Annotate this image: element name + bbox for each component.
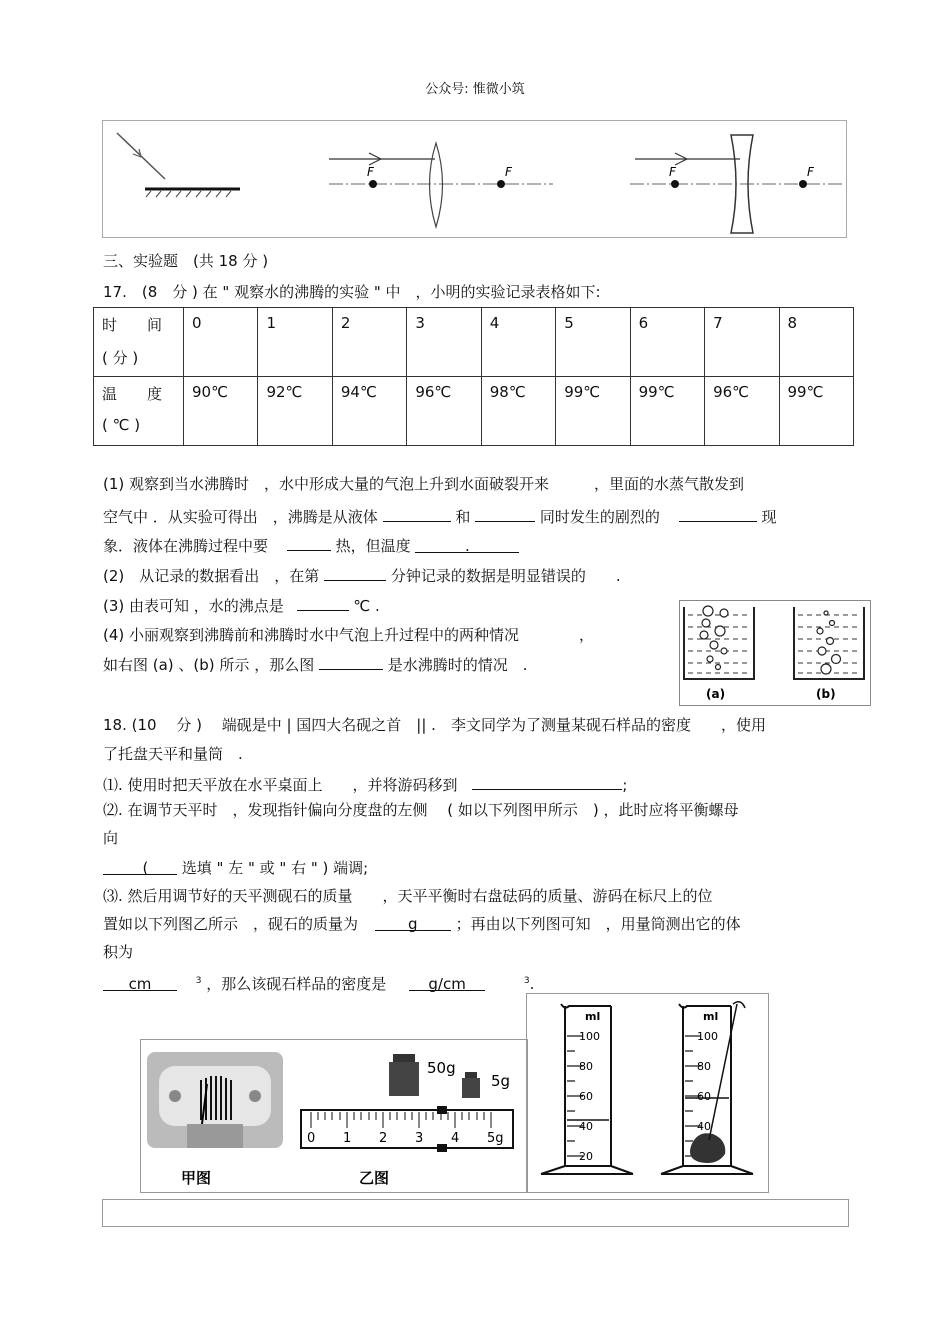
table-cell: 3 [407, 308, 481, 377]
q17-p4-line2 [103, 653, 528, 675]
unit: g/cm [428, 975, 466, 993]
q17-intro: 17. (8 分 ) 在 " 观察水的沸腾的实验 " 中 ，小明的实验记录表格如下: [103, 283, 601, 301]
figure-a-label: (a) [706, 687, 726, 701]
table-row [94, 377, 854, 446]
answer-blank[interactable] [409, 974, 485, 991]
table-cell: 96℃ [705, 377, 779, 446]
scale-tick: 2 [379, 1131, 388, 1146]
cell-text: 时 间 [102, 316, 163, 334]
cylinder-tick: 40 [579, 1120, 593, 1133]
text: ，那么该砚石样品的密度是 [206, 975, 387, 993]
text: 空气中 ．从实验可得出 ，沸腾是从液体 [103, 508, 378, 526]
table-cell: 92℃ [258, 377, 332, 446]
focus-label: F [669, 165, 676, 179]
figure-b-label: (b) [816, 687, 836, 701]
q18-p2-line3 [103, 858, 368, 878]
table-cell: 99℃ [556, 377, 630, 446]
page-header: 公众号: 惟微小筑 [425, 82, 525, 97]
q17-p1-line2 [103, 505, 777, 527]
table-cell: 2 [332, 308, 406, 377]
q18-intro: 18. (10 分 ) 端砚是中 | 国四大名砚之首 || . 李文同学为了测量某砚石样品的密度 ，使用 [103, 716, 766, 734]
optics-figure [102, 120, 847, 238]
q18-p3-line4 [103, 971, 534, 994]
cell-text: ( 分 ) [102, 349, 139, 367]
table-cell: 4 [481, 308, 555, 377]
section-title: 三、实验题 (共 18 分 ) [103, 252, 269, 270]
answer-blank[interactable] [287, 534, 331, 551]
table-cell: 1 [258, 308, 332, 377]
answer-blank[interactable] [472, 773, 622, 790]
bubble-figure [679, 600, 871, 706]
table-cell: 90℃ [184, 377, 258, 446]
cylinder-tick: 80 [579, 1060, 593, 1073]
focus-label: F [367, 165, 374, 179]
cylinder-tick: 100 [697, 1030, 718, 1043]
answer-blank[interactable] [103, 974, 177, 991]
cylinder-tick: 20 [579, 1150, 593, 1163]
superscript: 3 [523, 976, 530, 986]
table-cell: 94℃ [332, 377, 406, 446]
answer-blank[interactable] [324, 564, 386, 581]
q17-p4: (4) 小丽观察到沸腾前和沸腾时水中气泡上升过程中的两种情况 ， [103, 626, 595, 644]
cylinder-tick: 60 [697, 1090, 711, 1103]
cylinder-unit-label: ml [703, 1010, 719, 1023]
text: 选填 " 左 " 或 " 右 " ) 端调; [181, 859, 369, 877]
answer-blank[interactable] [475, 505, 535, 522]
table-cell [94, 308, 184, 377]
superscript: 3 [195, 976, 202, 986]
text: ; [622, 776, 628, 794]
text: ⑴. 使用时把天平放在水平桌面上 ，并将游码移到 [103, 776, 458, 794]
answer-blank[interactable] [103, 858, 177, 875]
text: 分钟记录的数据是明显错误的 . [390, 567, 621, 585]
scale-tick: 4 [451, 1131, 460, 1146]
focus-label: F [505, 165, 512, 179]
text: 同时发生的剧烈的 [539, 508, 660, 526]
record-table [93, 307, 854, 446]
figure-yi-label: 乙图 [359, 1169, 390, 1187]
q17-p3 [103, 594, 380, 616]
scale-tick: 5g [487, 1131, 504, 1146]
q17-p1: (1) 观察到当水沸腾时 ，水中形成大量的气泡上升到水面破裂开来 ，里面的水蒸气散发到 [103, 475, 745, 493]
q17-p1-line3 [103, 534, 519, 556]
table-cell: 5 [556, 308, 630, 377]
text: 如右图 (a) 、(b) 所示 ，那么图 [103, 656, 315, 674]
table-cell [94, 377, 184, 446]
text: 现 [761, 508, 777, 526]
q18-p2: ⑵. 在调节天平时 ，发现指针偏向分度盘的左侧 ( 如以下列图甲所示 ) ，此时应将平衡螺母 [103, 801, 739, 819]
text: . [464, 537, 470, 555]
table-row [94, 308, 854, 377]
answer-blank[interactable] [383, 505, 451, 522]
q18-p3-line2 [103, 914, 741, 934]
text: 是水沸腾时的情况 . [387, 656, 528, 674]
table-cell: 99℃ [630, 377, 704, 446]
text: 和 [455, 508, 471, 526]
q18-p3-line3: 积为 [103, 943, 134, 961]
answer-box [102, 1199, 849, 1227]
answer-blank[interactable] [375, 914, 451, 931]
scale-tick: 0 [307, 1131, 316, 1146]
text: (2) 从记录的数据看出 ，在第 [103, 567, 320, 585]
scale-tick: 1 [343, 1131, 352, 1146]
q18-p1 [103, 773, 627, 795]
q18-intro-line2: 了托盘天平和量筒 . [103, 745, 243, 763]
figure-jia-label: 甲图 [181, 1169, 212, 1187]
weight-5g-label: 5g [491, 1072, 511, 1090]
answer-blank[interactable] [415, 536, 519, 553]
scale-tick: 3 [415, 1131, 424, 1146]
answer-blank[interactable] [297, 594, 349, 611]
cell-text: ( ℃ ) [102, 416, 141, 434]
text: 象．液体在沸腾过程中要 [103, 537, 269, 555]
q17-p2 [103, 564, 621, 586]
text: ；再由以下列图可知 ，用量筒测出它的体 [455, 915, 741, 933]
table-cell: 98℃ [481, 377, 555, 446]
unit: g [408, 915, 418, 933]
text: (3) 由表可知 ，水的沸点是 [103, 597, 284, 615]
table-cell: 8 [779, 308, 854, 377]
focus-label: F [807, 165, 814, 179]
answer-blank[interactable] [679, 505, 757, 522]
cylinder-tick: 100 [579, 1030, 600, 1043]
table-cell: 0 [184, 308, 258, 377]
table-cell: 6 [630, 308, 704, 377]
text: . [529, 975, 535, 993]
text: 热，但温度 [335, 537, 411, 555]
cylinder-unit-label: ml [585, 1010, 601, 1023]
cylinder-figure [526, 993, 769, 1193]
q18-p3: ⑶. 然后用调节好的天平测砚石的质量 ，天平平衡时右盘砝码的质量、游码在标尺上的位 [103, 887, 713, 905]
cylinder-tick: 40 [697, 1120, 711, 1133]
weight-50g-label: 50g [427, 1059, 456, 1077]
table-cell: 99℃ [779, 377, 854, 446]
balance-figure [140, 1039, 528, 1193]
text: ( [142, 859, 149, 877]
cylinder-tick: 80 [697, 1060, 711, 1073]
table-cell: 7 [705, 308, 779, 377]
answer-blank[interactable] [319, 653, 383, 670]
q18-p2-line2: 向 [103, 829, 119, 847]
cylinder-tick: 60 [579, 1090, 593, 1103]
text: 置如以下列图乙所示 ，砚石的质量为 [103, 915, 359, 933]
unit: cm [128, 975, 152, 993]
text: ℃ . [353, 597, 380, 615]
cell-text: 温 度 [102, 385, 163, 403]
table-cell: 96℃ [407, 377, 481, 446]
